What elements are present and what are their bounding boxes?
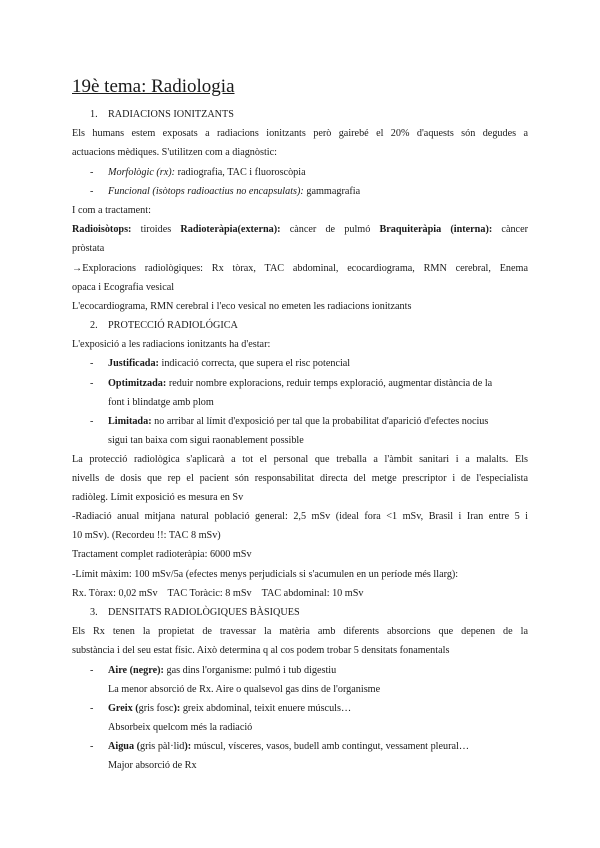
bullet-continuation: font i blindatge amb plom <box>108 397 214 408</box>
section-3-heading <box>90 606 546 619</box>
term: Radioisòtops: <box>72 224 132 235</box>
section-number: 1. <box>90 109 98 120</box>
paragraph-line: La protecció radiològica s'aplicarà a tot el personal que treballa a l'àmbit sanitari i a malalts. Els <box>72 454 528 465</box>
paragraph-line: nivells de dosis que rep el pacient són responsabilitat directa del metge prescriptor i de l'especialista <box>72 473 528 484</box>
bullet-item <box>90 166 528 179</box>
bullet-label-end: ): <box>184 741 192 752</box>
bullet-label: Optimitzada: <box>108 378 167 389</box>
paragraph-line: L'ecocardiograma, RMN cerebral i l'eco vesical no emeten les radiacions ionitzants <box>72 301 412 312</box>
paragraph-line: pròstata <box>72 243 105 254</box>
section-number: 2. <box>90 320 98 331</box>
bullet-dash: - <box>90 416 94 427</box>
bullet-item <box>90 664 528 677</box>
bullet-item <box>90 740 528 753</box>
paragraph-line: actuacions mèdiques. S'utilitzen com a diagnòstic: <box>72 147 277 158</box>
bullet-text: no arribar al límit d'exposició per tal que la probabilitat d'aparició d'efectes nocius <box>151 416 489 427</box>
bullet-label: Aire (negre): <box>108 665 164 676</box>
bullet-label: Justificada: <box>108 358 159 369</box>
bullet-text: múscul, vísceres, vasos, budell amb contingut, vessament pleural… <box>191 741 470 752</box>
paragraph-line: 10 mSv). (Recordeu !!: TAC 8 mSv) <box>72 530 221 541</box>
paragraph-line: substància i del seu estat físic. Això determina q al cos podem trobar 5 densitats fonamentals <box>72 645 450 656</box>
bullet-text: indicació correcta, que supera el risc potencial <box>158 358 351 369</box>
bullet-label-note: gris pàl·lid <box>139 741 185 752</box>
bullet-text: gas dins l'organisme: pulmó i tub digestiu <box>163 665 337 676</box>
bullet-item <box>90 702 528 715</box>
section-title: PROTECCIÓ RADIOLÓGICA <box>108 320 238 331</box>
paragraph-line: opaca i Ecografia vesical <box>72 282 175 293</box>
bullet-item <box>90 415 528 428</box>
bullet-label: Funcional (isòtops radioactius no encapsulats): <box>108 186 304 197</box>
paragraph-line: Rx. Tòrax: 0,02 mSv TAC Toràcic: 8 mSv TAC abdominal: 10 mSv <box>72 588 364 599</box>
bullet-label-end: ): <box>173 703 181 714</box>
section-1-heading <box>90 108 546 121</box>
bullet-text: reduir nombre exploracions, reduir temps exploració, augmentar distància de la <box>166 378 493 389</box>
paragraph-line: radiòleg. Límit exposició es mesura en Sv <box>72 492 244 503</box>
bullet-continuation: sigui tan baixa com sigui raonablement possible <box>108 435 304 446</box>
paragraph-line: -Radiació anual mitjana natural població general: 2,5 mSv (ideal fora <1 mSv, Brasil i Iran entre 5 i <box>72 511 528 522</box>
paragraph-line: -Límit màxim: 100 mSv/5a (efectes menys perjudicials si s'acumulen en un període més llarg): <box>72 569 459 580</box>
bullet-continuation: Absorbeix quelcom més la radiació <box>108 722 253 733</box>
text: tiroides <box>131 224 181 235</box>
paragraph-line: →Exploracions radiològiques: Rx tòrax, TAC abdominal, ecocardiograma, RMN cerebral, Enema <box>72 263 528 274</box>
section-title: RADIACIONS IONITZANTS <box>108 109 234 120</box>
bullet-text: greix abdominal, teixit enuere músculs… <box>180 703 352 714</box>
bullet-continuation: La menor absorció de Rx. Aire o qualsevol gas dins de l'organisme <box>108 684 381 695</box>
bullet-label-note: gris fosc <box>138 703 174 714</box>
bullet-dash: - <box>90 378 94 389</box>
bullet-dash: - <box>90 665 94 676</box>
paragraph-line: L'exposició a les radiacions ionitzants ha d'estar: <box>72 339 271 350</box>
page-title: 19è tema: Radiologia <box>72 76 235 97</box>
bullet-label: Greix ( <box>108 703 139 714</box>
bullet-text: radiografia, TAC i fluoroscòpia <box>175 167 306 178</box>
treatment-line <box>72 223 528 236</box>
paragraph-line: Tractament complet radioteràpia: 6000 mSv <box>72 549 252 560</box>
bullet-label: Limitada: <box>108 416 152 427</box>
bullet-item <box>90 185 528 198</box>
bullet-continuation: Major absorció de Rx <box>108 760 197 771</box>
bullet-item <box>90 377 528 390</box>
bullet-label: Morfològic (rx): <box>108 167 176 178</box>
bullet-dash: - <box>90 703 94 714</box>
section-title: DENSITATS RADIOLÒGIQUES BÀSIQUES <box>108 607 300 618</box>
bullet-dash: - <box>90 741 94 752</box>
bullet-dash: - <box>90 186 94 197</box>
paragraph-line: I com a tractament: <box>72 205 151 216</box>
term: Braquiteràpia (interna): <box>379 224 493 235</box>
bullet-item <box>90 357 528 370</box>
section-2-heading <box>90 319 546 332</box>
section-number: 3. <box>90 607 98 618</box>
bullet-dash: - <box>90 167 94 178</box>
paragraph-line: Els humans estem exposats a radiacions ionitzants però gairebé el 20% d'aquests són degudes a <box>72 128 528 139</box>
term: Radioteràpia(externa): <box>180 224 281 235</box>
bullet-dash: - <box>90 358 94 369</box>
text: càncer de pulmó <box>280 224 380 235</box>
bullet-text: gammagrafia <box>303 186 361 197</box>
bullet-label: Aigua ( <box>108 741 140 752</box>
paragraph-line: Els Rx tenen la propietat de travessar la matèria amb diferents absorcions que depenen de la <box>72 626 528 637</box>
text: càncer <box>492 224 528 235</box>
